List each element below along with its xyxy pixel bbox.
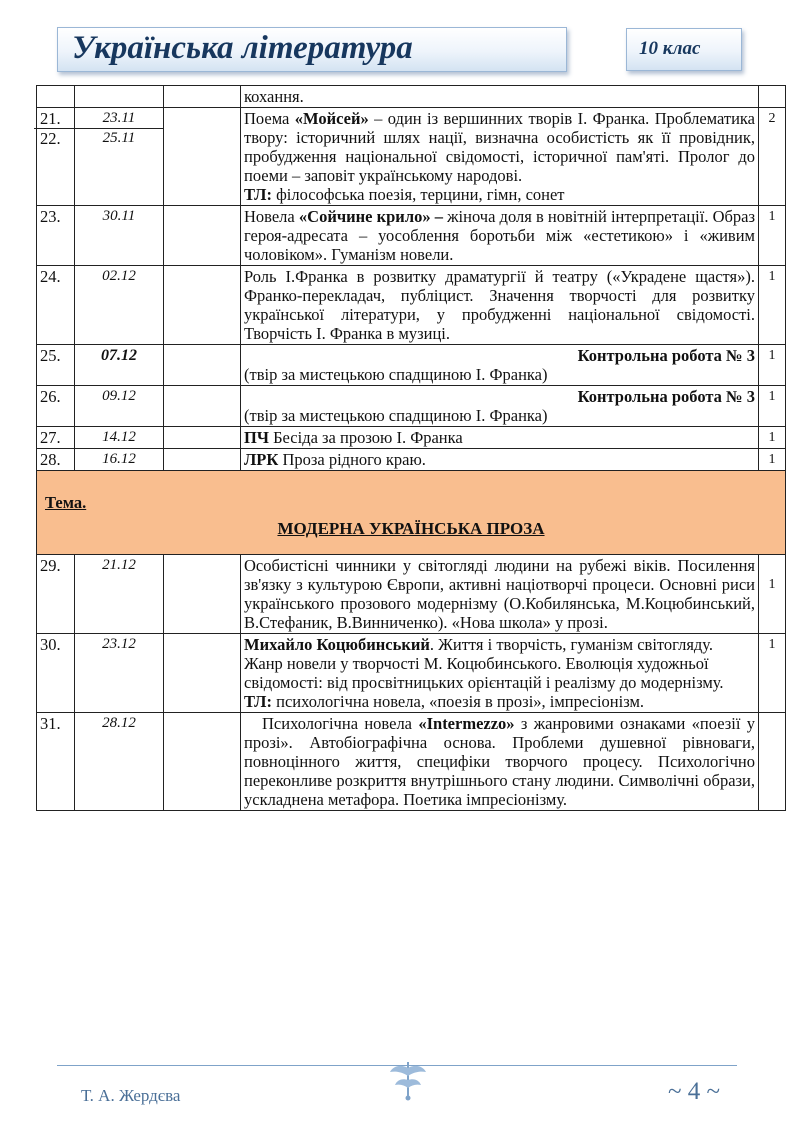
table-row	[37, 345, 786, 386]
lesson-number: 28.	[37, 449, 75, 471]
footer-author: Т. А. Жердєва	[81, 1086, 181, 1105]
page-number: ~ 4 ~	[668, 1078, 721, 1105]
lesson-description: Роль І.Франка в розвитку драматургії й театру («Украдене щастя»). Франко-перекладач, публіцист. Значення творчості для розвитку української літератури, у пробудженні національної свідомості. Творчість І. Франка в музиці.	[241, 266, 759, 345]
lesson-number: 24.	[37, 266, 75, 345]
lesson-hours: 1	[759, 386, 786, 427]
lesson-date: 23.12	[75, 634, 164, 713]
lesson-date: 30.11	[75, 206, 164, 266]
test-heading: Контрольна робота № 3	[577, 387, 755, 406]
table-row: 27. 14.12 ПЧ Бесіда за прозою І. Франка 1	[37, 427, 786, 449]
lesson-date: 14.12	[75, 427, 164, 449]
subject-title: Українська література	[72, 30, 413, 66]
lesson-hours: 1	[759, 266, 786, 345]
lesson-number: 25.	[37, 345, 75, 386]
lesson-hours: 2	[759, 108, 786, 206]
lesson-date: 21.12	[75, 555, 164, 634]
lesson-date: 07.12	[75, 345, 164, 386]
test-subtitle: (твір за мистецькою спадщиною І. Франка)	[244, 365, 548, 384]
work-title: «Intermezzo»	[418, 714, 515, 733]
lesson-number: 23.	[37, 206, 75, 266]
lesson-number: 21.	[40, 109, 61, 128]
lesson-date: 16.12	[75, 449, 164, 471]
theme-row	[37, 471, 786, 555]
theory-label: ТЛ:	[244, 692, 272, 711]
author-name: Михайло Коцюбинський	[244, 635, 430, 654]
table-row	[37, 266, 786, 345]
lesson-number: 31.	[37, 713, 75, 811]
table-row: 21. 22. 23.11 25.11 Поема «Мойсей» – один із вершинних творів І. Франка. Проблематика твору: історичний шлях нації, визначна особистість як її провідник, пробудження національної свідомості, історичної пам'яті. Пролог до поеми – заповіт українському народові. ТЛ: філософська поезія, терцини, гімн, сонет 2	[37, 108, 786, 206]
table-row: 28. 16.12 ЛРК Проза рідного краю. 1	[37, 449, 786, 471]
subject-title-box	[57, 27, 567, 72]
test-subtitle: (твір за мистецькою спадщиною І. Франка)	[244, 406, 548, 425]
lesson-hours: 1	[759, 555, 786, 634]
lesson-hours: 1	[759, 634, 786, 713]
lesson-number: 30.	[37, 634, 75, 713]
lesson-date: 25.11	[75, 128, 163, 148]
grade-box	[626, 28, 742, 71]
lesson-date: 02.12	[75, 266, 164, 345]
table-row: 31. 28.12 Психологічна новела «Intermezzo» з жанровими ознаками «поезії у прозі». Автобіографічна основа. Проблеми душевної рівноваги, повноцінного життя, специфіки творчого процесу. Психологічно переконливе розкриття внутрішнього стану людини. Символічні образи, ускладнена метафора. Поетика імпресіонізму.	[37, 713, 786, 811]
theme-title: МОДЕРНА УКРАЇНСЬКА ПРОЗА	[277, 519, 545, 538]
theory-label: ТЛ:	[244, 185, 272, 204]
table-row: 30. 23.12 Михайло Коцюбинський. Життя і творчість, гуманізм світогляду. Жанр новели у творчості М. Коцюбинського. Еволюція художньої свідомості: від просвітницьких орієнтацій і реалізму до модернізму. ТЛ: психологічна новела, «поезія в прозі», імпресіонізм. 1	[37, 634, 786, 713]
lesson-number: 29.	[37, 555, 75, 634]
lesson-hours	[759, 713, 786, 811]
theme-label: Тема.	[45, 493, 87, 512]
lesson-type: ПЧ	[244, 428, 269, 447]
lesson-number: 22.	[34, 128, 74, 148]
lesson-type: ЛРК	[244, 450, 279, 469]
ornament-icon	[388, 1060, 428, 1102]
lesson-date: 23.11	[102, 110, 136, 126]
table-row	[37, 386, 786, 427]
grade-label: 10 клас	[639, 38, 701, 59]
lesson-date: 09.12	[75, 386, 164, 427]
test-heading: Контрольна робота № 3	[577, 346, 755, 365]
table-row	[37, 555, 786, 634]
lesson-plan-table	[36, 85, 786, 811]
lesson-date: 28.12	[75, 713, 164, 811]
lesson-description: Особистісні чинники у світогляді людини на рубежі віків. Посилення зв'язку з культурою Європи, активні націотворчі процеси. Основні риси українського прозового модернізму (О.Кобилянська, М.Коцюбинський, В.Стефаник, В.Винниченко). «Нова школа» у прозі.	[241, 555, 759, 634]
work-title: «Мойсей»	[294, 109, 369, 128]
table-row	[37, 86, 786, 108]
row-text: кохання.	[244, 87, 304, 106]
lesson-hours: 1	[759, 427, 786, 449]
lesson-hours: 1	[759, 206, 786, 266]
work-title: «Сойчине крило» –	[298, 207, 443, 226]
lesson-number: 26.	[37, 386, 75, 427]
table-row: 23. 30.11 Новела «Сойчине крило» – жіноча доля в новітній інтерпретації. Образ героя-адресата – уособлення боротьби між «естетикою» і «живим чоловіком». Гуманізм новели. 1	[37, 206, 786, 266]
lesson-number: 27.	[37, 427, 75, 449]
lesson-hours: 1	[759, 345, 786, 386]
lesson-hours: 1	[759, 449, 786, 471]
